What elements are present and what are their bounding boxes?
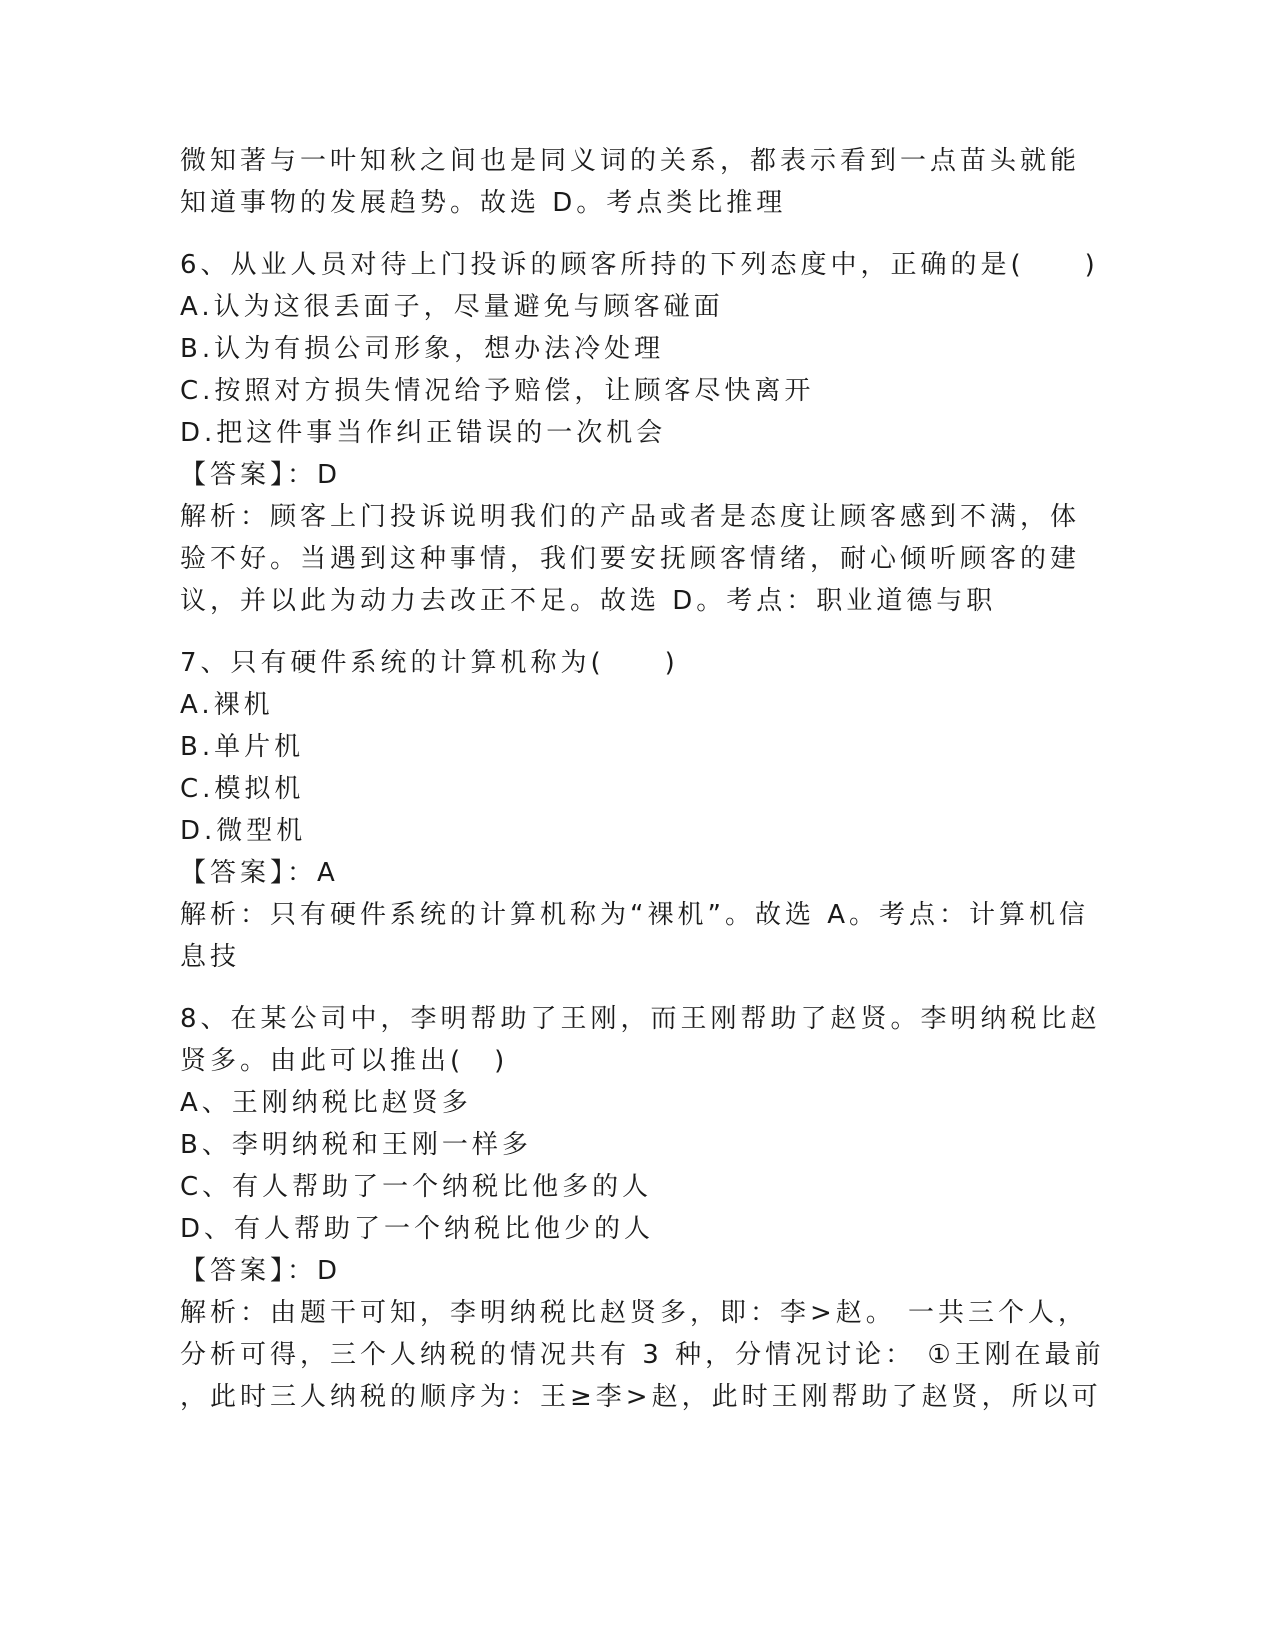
option-a: A、王刚纳税比赵贤多 [180,1088,472,1118]
analysis-line: 解析：只有硬件系统的计算机称为“裸机”。故选 A。考点：计算机信 [180,900,1089,930]
question-6 [180,244,1099,622]
question-stem: 8、在某公司中，李明帮助了王刚，而王刚帮助了赵贤。李明纳税比赵 [180,1004,1101,1034]
option-d: D.把这件事当作纠正错误的一次机会 [180,418,667,448]
answer-label: 【答案】：D [180,1256,342,1286]
analysis-line: 息技 [180,942,241,972]
option-c: C.按照对方损失情况给予赔偿，让顾客尽快离开 [180,376,815,406]
question-stem: 贤多。由此可以推出( ) [180,1046,509,1076]
analysis-line: 解析：顾客上门投诉说明我们的产品或者是态度让顾客感到不满，体 [180,502,1081,532]
question-7 [180,642,1089,978]
analysis-line: 议，并以此为动力去改正不足。故选 D。考点：职业道德与职 [180,586,997,616]
intro-analysis [180,140,1080,224]
option-b: B.认为有损公司形象，想办法冷处理 [180,334,665,364]
question-stem: 6、从业人员对待上门投诉的顾客所持的下列态度中，正确的是( ) [180,250,1099,280]
option-c: C.模拟机 [180,774,305,804]
option-a: A.认为这很丢面子，尽量避免与顾客碰面 [180,292,724,322]
option-c: C、有人帮助了一个纳税比他多的人 [180,1172,653,1202]
analysis-line: 解析：由题干可知，李明纳税比赵贤多，即：李>赵。 一共三个人， [180,1298,1089,1328]
answer-label: 【答案】：D [180,460,342,490]
intro-line: 微知著与一叶知秋之间也是同义词的关系，都表示看到一点苗头就能 [180,146,1081,176]
option-b: B.单片机 [180,732,305,762]
option-d: D.微型机 [180,816,307,846]
answer-label: 【答案】：A [180,858,339,888]
question-8 [180,998,1105,1418]
analysis-line: 验不好。当遇到这种事情，我们要安抚顾客情绪，耐心倾听顾客的建 [180,544,1081,574]
document-page [180,140,1105,1418]
question-stem: 7、只有硬件系统的计算机称为( ) [180,648,679,678]
analysis-line: ，此时三人纳税的顺序为：王≥李>赵，此时王刚帮助了赵贤，所以可 [180,1382,1102,1412]
option-d: D、有人帮助了一个纳税比他少的人 [180,1214,655,1244]
analysis-line: 分析可得，三个人纳税的情况共有 3 种，分情况讨论： ①王刚在最前 [180,1340,1105,1370]
option-b: B、李明纳税和王刚一样多 [180,1130,532,1160]
option-a: A.裸机 [180,690,274,720]
intro-line: 知道事物的发展趋势。故选 D。考点类比推理 [180,188,787,218]
